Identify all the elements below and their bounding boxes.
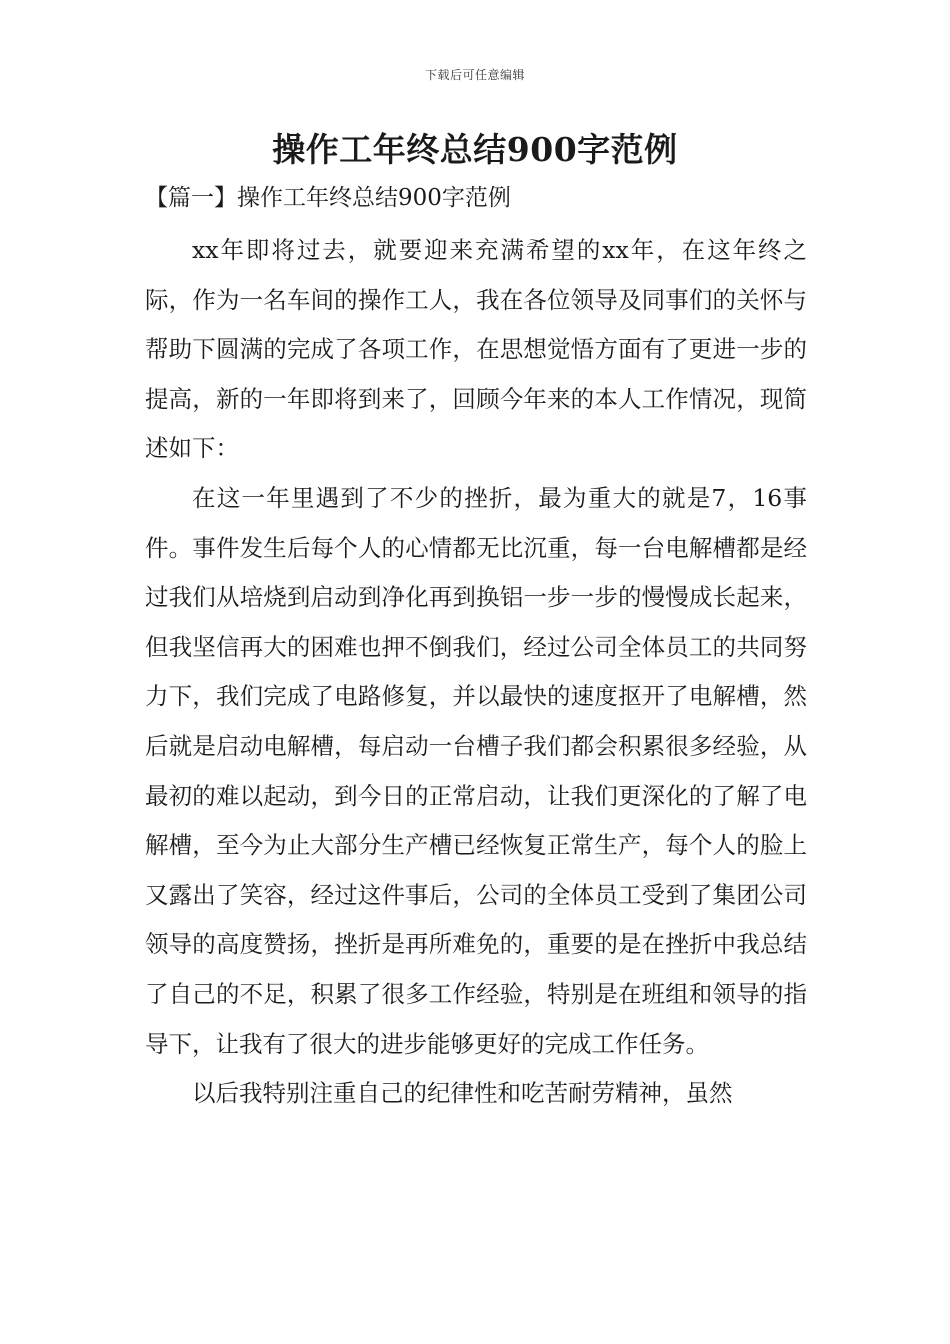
paragraph-2: 在这一年里遇到了不少的挫折，最为重大的就是7，16事件。事件发生后每个人的心情都无比沉重，每一台电解槽都是经过我们从培烧到启动到净化再到换铝一步一步的慢慢成长起来，但我坚信再大的困难也押不倒我们，经过公司全体员工的共同努力下，我们完成了电路修复，并以最快的速度抠开了电解槽，然后就是启动电解槽，每启动一台槽子我们都会积累很多经验，从最初的难以起动，到今日的正常启动，让我们更深化的了解了电解槽，至今为止大部分生产槽已经恢复正常生产，每个人的脸上又露出了笑容，经过这件事后，公司的全体员工受到了集团公司领导的高度赞扬，挫折是再所难免的，重要的是在挫折中我总结了自己的不足，积累了很多工作经验，特别是在班组和领导的指导下，让我有了很大的进步能够更好的完成工作任务。 <box>145 483 807 1058</box>
document-title: 操作工年终总结900字范例 <box>272 130 678 169</box>
document-body <box>145 226 807 1119</box>
paragraph-3: 以后我特别注重自己的纪律性和吃苦耐劳精神，虽然 <box>192 1079 733 1108</box>
header-note: 下载后可任意编辑 <box>424 68 525 82</box>
section-heading: 【篇一】操作工年终总结900字范例 <box>145 185 511 211</box>
paragraph-1: xx年即将过去，就要迎来充满希望的xx年，在这年终之际，作为一名车间的操作工人，我在各位领导及同事们的关怀与帮助下圆满的完成了各项工作，在思想觉悟方面有了更进一步的提高，新的一年即将到来了，回顾今年来的本人工作情况，现简述如下： <box>145 236 807 463</box>
